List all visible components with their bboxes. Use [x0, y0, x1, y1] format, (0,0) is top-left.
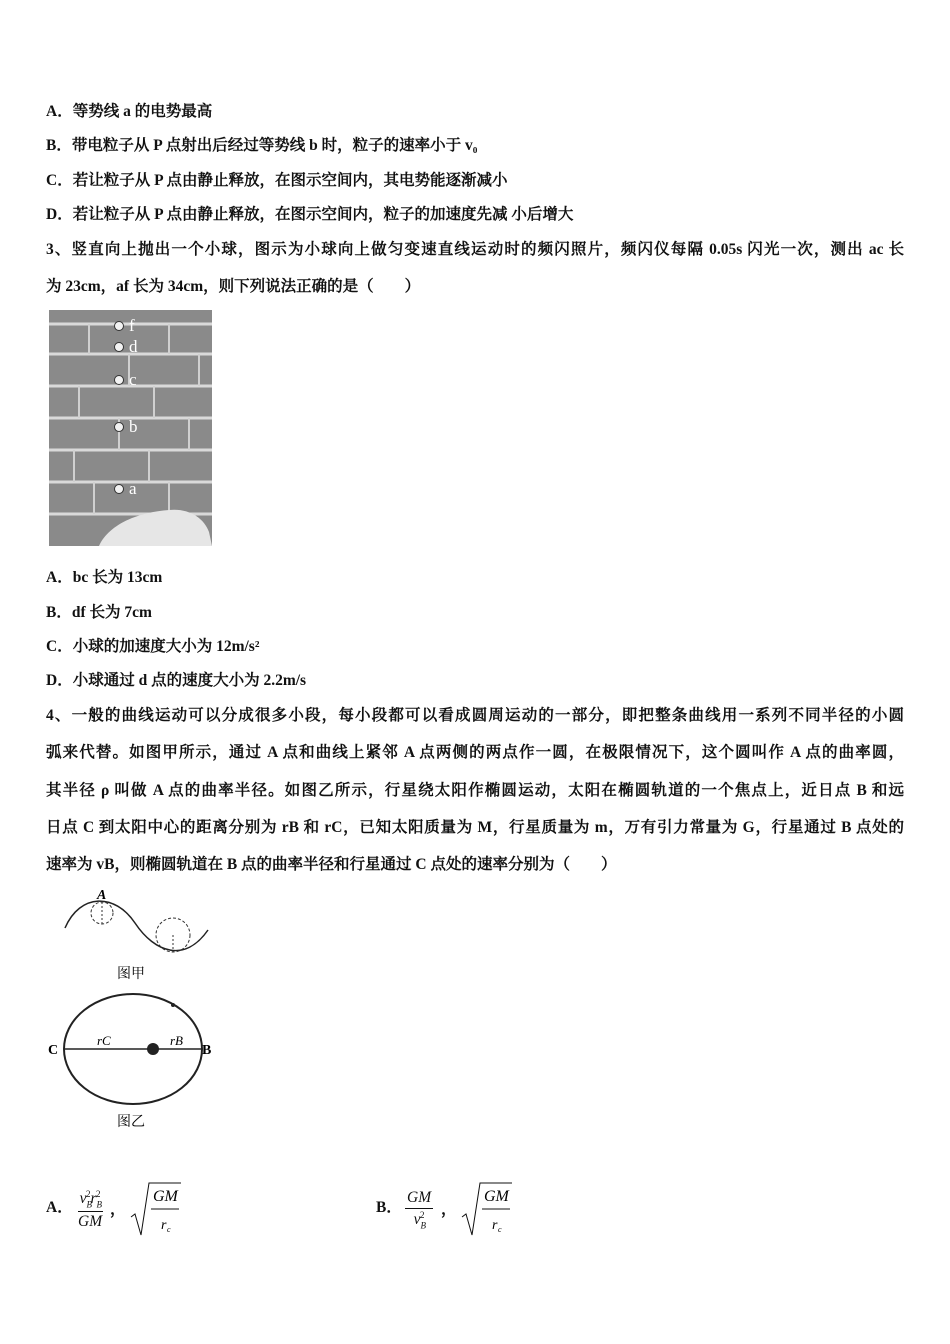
- point-b-label: B: [202, 1043, 212, 1058]
- figure-jia: [60, 888, 215, 984]
- curvature-radius-fraction-b: $\frac{GM}{v_B^2}$: [407, 1189, 432, 1231]
- curvature-circle-a: [91, 902, 113, 924]
- rc-label: rC: [97, 1033, 111, 1048]
- figure-yi: [44, 988, 219, 1130]
- label-d: d: [129, 337, 138, 356]
- q4-stem-line1: 4、一般的曲线运动可以分成很多小段，每小段都可以看成圆周运动的一部分，即把整条曲线用一系列不同半径的小圆: [46, 707, 904, 724]
- q3-option-a: A．bc 长为 13cm: [46, 569, 163, 586]
- planet-dot: [171, 1003, 175, 1007]
- figure-yi-caption: 图乙: [117, 1114, 145, 1130]
- point-a-label: A: [97, 888, 107, 903]
- q4-option-b-formula: $\frac{GM}{v_B^2}$ ， GM r c: [405, 1181, 512, 1239]
- q3-stem-line1: 3、竖直向上抛出一个小球，图示为小球向上做匀变速直线运动时的频闪照片，频闪仪每隔 0.05s 闪光一次，测出 ac 长: [46, 241, 904, 258]
- q4-stem-line2: 弧来代替。如图甲所示，通过 A 点和曲线上紧邻 A 点两侧的两点作一圆，在极限情况下，这个圆叫作 A 点的曲率圆，: [46, 744, 904, 761]
- label-a: a: [129, 479, 137, 498]
- q4-option-b-label: B．: [376, 1199, 402, 1216]
- ball-a: [115, 485, 124, 494]
- svg-text:c: c: [498, 1225, 502, 1234]
- q2-option-c: C．若让粒子从 P 点由静止释放，在图示空间内，其电势能逐渐减小: [46, 172, 508, 189]
- q3-option-c: C．小球的加速度大小为 12m/s²: [46, 638, 260, 655]
- q4-stem-line5: 速率为 vB，则椭圆轨道在 B 点的曲率半径和行星通过 C 点处的速率分别为（ ）: [46, 856, 617, 873]
- label-f: f: [129, 316, 135, 335]
- q4-stem-line3: 其半径 ρ 叫做 A 点的曲率半径。如图乙所示，行星绕太阳作椭圆运动，太阳在椭圆轨道的一个焦点上，近日点 B 和远: [46, 782, 904, 799]
- q4-option-a-formula: $\frac{v_B^2r_B^2}{GM}$ ， GM r c: [76, 1181, 181, 1239]
- point-c-label: C: [48, 1043, 59, 1058]
- q3-option-b: B．df 长为 7cm: [46, 604, 152, 621]
- q3-stem-line2: 为 23cm，af 长为 34cm，则下列说法正确的是（ ）: [46, 278, 421, 295]
- label-c: c: [129, 370, 137, 389]
- curve-line: [65, 901, 208, 950]
- ball-d: [115, 343, 124, 352]
- svg-text:c: c: [167, 1225, 171, 1234]
- sun-dot: [147, 1043, 159, 1055]
- curvature-radius-fraction: $\frac{v_B^2r_B^2}{GM}$: [78, 1189, 103, 1230]
- svg-text:r: r: [492, 1218, 498, 1233]
- label-b: b: [129, 417, 138, 436]
- q2-option-d: D．若让粒子从 P 点由静止释放，在图示空间内，粒子的加速度先减 小后增大: [46, 206, 574, 223]
- sqrt-sign-b: [460, 1181, 512, 1239]
- svg-text:r: r: [161, 1218, 167, 1233]
- ball-b: [115, 423, 124, 432]
- q2-option-a: A．等势线 a 的电势最高: [46, 103, 213, 120]
- q2-option-b: B．带电粒子从 P 点射出后经过等势线 b 时，粒子的速率小于 v₀: [46, 137, 478, 154]
- ball-f: [115, 322, 124, 331]
- rb-label: rB: [170, 1033, 183, 1048]
- svg-text:GM: GM: [153, 1188, 179, 1205]
- q4-stem-line4: 日点 C 到太阳中心的距离分别为 rB 和 rC，已知太阳质量为 M，行星质量为 m，万有引力常量为 G，行星通过 B 点处的: [46, 819, 904, 836]
- q3-option-d: D．小球通过 d 点的速度大小为 2.2m/s: [46, 672, 307, 689]
- q3-strobe-photo: [49, 310, 212, 546]
- q4-option-a-label: A．: [46, 1199, 73, 1216]
- sqrt-sign: [129, 1181, 181, 1239]
- figure-jia-caption: 图甲: [117, 966, 145, 982]
- svg-text:GM: GM: [484, 1188, 510, 1205]
- ball-c: [115, 376, 124, 385]
